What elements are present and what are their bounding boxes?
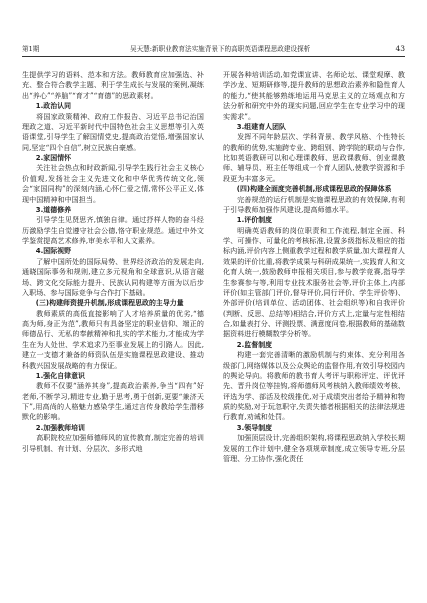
paragraph: 明确英语教师的岗位职责和工作流程,制定全面、科学、可操作、可量化的考核标准,设置多级指标及相应的指标内涵,评价内容上侧重教学过程和教学质量,加大课程育人效果的评价比重,将教学成果与科研成果统一,实践育人和文化育人统一,鼓励教师申报相关项目,参与教学竞赛,指导学生参赛参与等,利用专业技术服务社会等,评价主体上,内部评价(如主管部门评价,督导评价,同行评价、学生评价等)、外部评价(培训单位、活动团体、社会组织等)和自我评价(判断、反思、总结等)相结合,评价方式上,定量与定性相结合,如量表打分、评测投票、满意度问卷,根据教师的基础数据资料进行模糊数学分析等。 — [223, 225, 406, 339]
issue-number: 第1期 — [22, 45, 40, 53]
subsection-heading: 1.强化自律意识 — [35, 371, 85, 380]
paragraph: 高职院校应加强师德师风的宣传教育,制定完善的培训引导机制、有计划、分层次、多形式地 — [22, 433, 204, 453]
paragraph: 加强顶层设计,完善组织架构,将课程思政纳入学校长期发展的工作计划中,健全各项规章制度,成立领导专班,分层管理、分工协作,强化责任 — [223, 433, 405, 463]
running-title: 吴天慧:新职业教育法实施背景下的高职英语课程思政建设探析 — [130, 45, 311, 53]
subsection-heading: 2.监督制度 — [236, 340, 273, 349]
page-number: 43 — [395, 44, 405, 53]
subsection-heading: 3.组建育人团队 — [236, 122, 286, 131]
page-header — [22, 42, 405, 57]
paragraph: 生提供学习的语料、范本和方法。教师教育应加强选、补充、整合符合教学主题、利于学生成长与发展的案例,凝练出“养心”“养脑”“育才”“育德”的思政素材。 — [22, 70, 204, 100]
paragraph: 引导学生见贤思齐,慎独自律。通过抒样人物的奋斗经历激励学生自觉遵守社会公德,恪守职业规范。通过中外文学鉴赏提高艺术修养,审美水平和人文素养。 — [22, 215, 204, 245]
section-heading: (三)构建师资提升机制,形成课程思政的主导力量 — [35, 299, 184, 308]
subsection-heading: 2.加强教师培训 — [35, 423, 85, 432]
subsection-heading: 3.领导制度 — [236, 423, 273, 432]
left-column — [22, 70, 204, 454]
paragraph: 了解中国所处的国际局势、世界经济政治的发展走向,通晓国际事务和规则,建立多元视角和全球意识,从语言磁场、跨文化交际能力提升、民族认同构建等方面为以后步入职场、参与国际竞争与合作打下基础。 — [22, 256, 204, 297]
paragraph: 开展各种培训活动,如党课宣讲、名师论坛、课堂观摩、教学沙龙、短期研修等,提升教师的思想政治素养和隐性育人的能力,“使其能够熟练地运用马克思主义的立场观点和方法分析和研究中外的现实问题,回应学生在专业学习中的现实需求”。 — [223, 70, 405, 121]
subsection-heading: 2.家国情怀 — [35, 154, 72, 162]
paragraph: 教师不仅要“涵养其身”,提高政治素养,争当“四有”好老师,不断学习,精进专业,勤于思考,勇于创新,更要“兼济天下”,用高尚的人格魅力感染学生,通过言传身教给学生潜移默化的影响。 — [22, 381, 204, 422]
paragraph: 发挥不同年龄层次、学科背景、教学风格、个性特长的教师的优势,实施跨专业、跨组别、跨学院的联动与合作,比如英语教研可以和心理课教师、思政课教师、创业课教师、辅导员、班主任等组成一个育人团队,使教学资源和手段更为丰富多元。 — [223, 132, 406, 183]
subsection-heading: 1.政治认同 — [35, 102, 72, 111]
subsection-heading: 1.评价制度 — [236, 216, 273, 225]
subsection-heading: 4.国际视野 — [35, 247, 72, 256]
paragraph: 构建一套完善清晰的激励机制与约束体、充分利用各级部门,网络媒体以及公众舆论的监督作用,有效引导校园内的舆论导向。将教师的教书育人考评与职称评定、评优评先、晋升岗位等挂钩,将师德师风考核纳入教师绩效考核、评选为学、部活及校级推优,对于成绩突出者给予精神和物质的奖励,对于玩忽职守,失责失德者根据相关的法律法规进行教育,劝诫和处罚。 — [223, 350, 406, 422]
paragraph: 教师素质的高低直接影响了人才培养质量的优劣,“德高为师,身正为范”,教师只有具备坚定的职业信仰、端正的师德品行、无私的奉献精神和扎实的学术能力,才能成为学生在为人处世、学术追求乃至事业发展上的引路人。因此,建立一支德才兼备的师资队伍是实施课程思政建设、推动科教兴国发展战略的有力保证。 — [22, 308, 204, 370]
paragraph: 关注社会热点和时政新闻,引导学生践行社会主义核心价值观,发扬社会主义先进文化和中华优秀传统文化,领会“家国同构”的深刻内涵,心怀仁爱之情,常怀公平正义,体现中国精神和中国担当。 — [22, 163, 204, 204]
section-heading: (四)构建全面度完善机制,形成课程思政的保障体系 — [236, 185, 392, 194]
subsection-heading: 3.道德修养 — [35, 205, 72, 214]
right-column — [223, 70, 405, 464]
paragraph: 将国家政策精神、政府工作报告、习近平总书记治国理政之道、习近平新时代中国特色社会主义思想等引入英语课堂,引导学生了解国情党史,提高政治觉悟,增强国家认同,坚定“四个自信”,树立民族自豪感。 — [22, 111, 204, 152]
paragraph: 完善规范的运行机制是实施课程思政的有效保障,有利于引导教师加强作风建设,提高师德水平。 — [223, 194, 405, 214]
